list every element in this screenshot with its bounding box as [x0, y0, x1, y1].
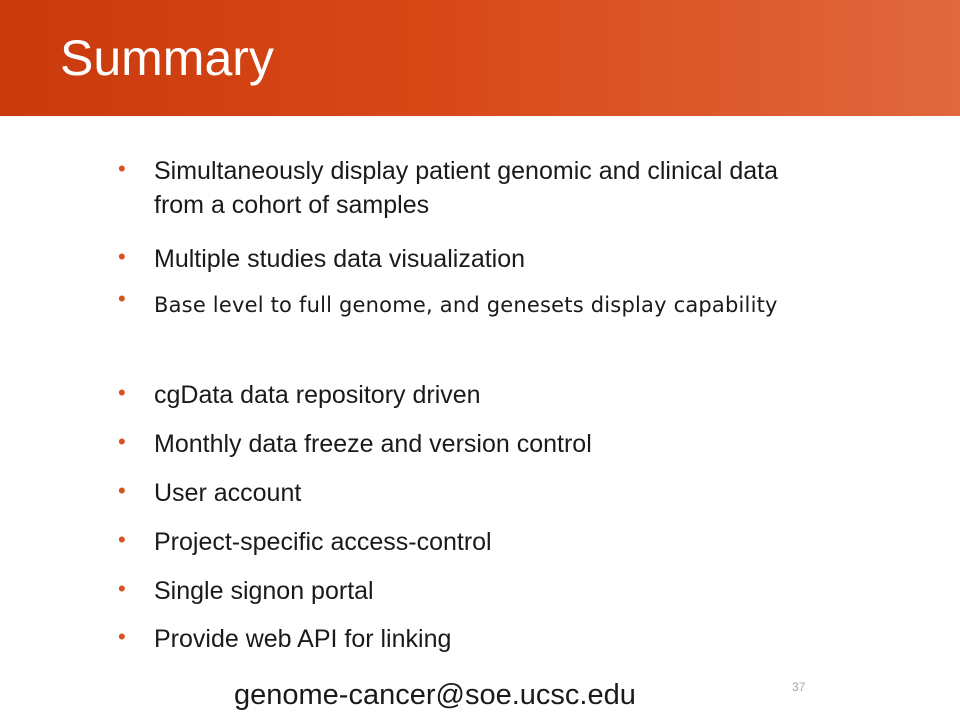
bullet-item [118, 154, 798, 222]
bullet-text: cgData data repository driven [154, 381, 481, 409]
bullet-text: Multiple studies data visualization [154, 245, 526, 273]
bullet-item [118, 525, 798, 559]
bullet-item [118, 378, 798, 412]
bullet-text: Base level to full genome, and genesets display capability [154, 293, 778, 317]
bullet-icon: • [118, 286, 126, 311]
bullet-icon: • [118, 527, 126, 552]
bullet-text: Project-specific access-control [154, 528, 492, 556]
bullet-item [118, 427, 798, 461]
bullet-text: Monthly data freeze and version control [154, 430, 592, 458]
bullet-icon: • [118, 244, 126, 269]
bullet-icon: • [118, 576, 126, 601]
bullet-icon: • [118, 624, 126, 649]
bullet-icon: • [118, 478, 126, 503]
bullet-icon: • [118, 380, 126, 405]
page-number: 37 [792, 680, 806, 694]
bullet-item [118, 476, 798, 510]
footer-email: genome-cancer@soe.ucsc.edu [234, 679, 636, 711]
bullet-item [118, 286, 798, 324]
bullet-icon: • [118, 429, 126, 454]
bullet-item [118, 622, 798, 656]
bullet-item [118, 574, 798, 608]
bullet-icon: • [118, 156, 126, 181]
bullet-text: Single signon portal [154, 577, 374, 605]
bullet-text: Simultaneously display patient genomic and clinical data from a cohort of samples [154, 157, 778, 219]
bullet-item [118, 242, 798, 276]
bullet-text: User account [154, 479, 302, 507]
slide-title: Summary [60, 30, 274, 86]
bullet-text: Provide web API for linking [154, 625, 452, 653]
